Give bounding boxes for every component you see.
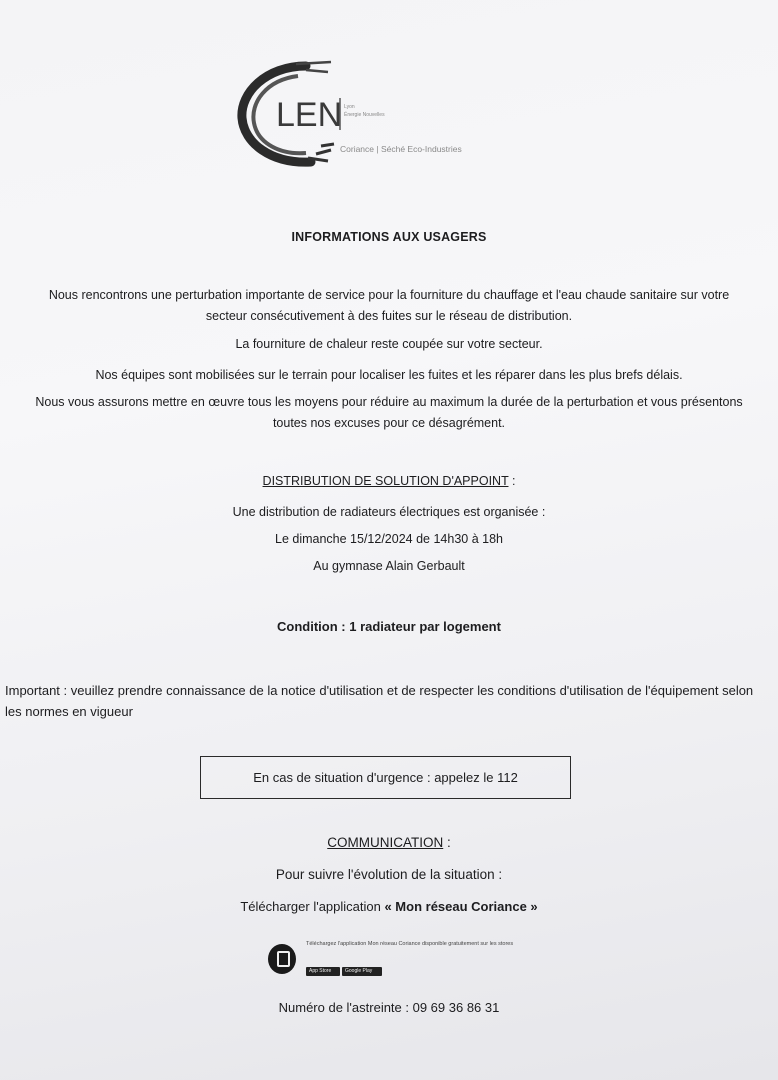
app-name: « Mon réseau Coriance » (384, 899, 538, 914)
emergency-text: En cas de situation d'urgence : appelez le 112 (253, 770, 518, 785)
svg-text:Lyon: Lyon (344, 104, 355, 110)
distribution-location: Au gymnase Alain Gerbault (313, 559, 465, 573)
emergency-box (200, 756, 571, 799)
app-store-badge: App Store (306, 967, 340, 976)
svg-text:Énergie Nouvelles: Énergie Nouvelles (344, 112, 385, 118)
paragraph-supply-cut: La fourniture de chaleur reste coupée sur votre secteur. (235, 337, 543, 351)
page-title: INFORMATIONS AUX USAGERS (291, 230, 487, 244)
len-logo (236, 58, 536, 168)
paragraph-teams: Nos équipes sont mobilisées sur le terrain pour localiser les fuites et les réparer dans les plus brefs délais. (95, 368, 683, 382)
download-prefix: Télécharger l'application (240, 899, 385, 914)
app-promo (268, 940, 514, 982)
important-notice: Important : veuillez prendre connaissance de la notice d'utilisation et de respecter les conditions d'utilisation de l'équipement selon les normes en vigueur (5, 683, 754, 719)
distribution-heading-text: DISTRIBUTION DE SOLUTION D'APPOINT (262, 474, 509, 488)
logo-swirl-icon (236, 58, 536, 168)
distribution-heading-colon: : (508, 474, 516, 488)
communication-heading-text: COMMUNICATION (327, 835, 444, 850)
distribution-date: Le dimanche 15/12/2024 de 14h30 à 18h (275, 532, 503, 546)
app-icon (268, 944, 296, 974)
svg-text:LEN: LEN (276, 96, 343, 134)
distribution-heading (0, 474, 778, 488)
hotline-number: Numéro de l'astreinte : 09 69 36 86 31 (278, 1000, 500, 1015)
download-app-text (0, 899, 778, 914)
paragraph-apology: Nous vous assurons mettre en œuvre tous les moyens pour réduire au maximum la durée de la perturbation et vous présentons toutes nos excuses pour ce désagrément. (35, 395, 743, 430)
follow-text: Pour suivre l'évolution de la situation : (275, 867, 503, 882)
svg-text:Coriance | Séché Eco-Industrie: Coriance | Séché Eco-Industries (340, 144, 462, 154)
paragraph-perturbation: Nous rencontrons une perturbation importante de service pour la fourniture du chauffage et l'eau chaude sanitaire sur votre secteur consécutivement à des fuites sur le réseau de distribution. (48, 288, 730, 323)
condition-text: Condition : 1 radiateur par logement (277, 619, 501, 634)
communication-heading-colon: : (443, 835, 451, 850)
app-promo-text: Téléchargez l'application Mon réseau Coriance disponible gratuitement sur les stores (306, 941, 514, 947)
distribution-line: Une distribution de radiateurs électriques est organisée : (232, 505, 546, 519)
communication-heading (0, 835, 778, 850)
google-play-badge: Google Play (342, 967, 382, 976)
